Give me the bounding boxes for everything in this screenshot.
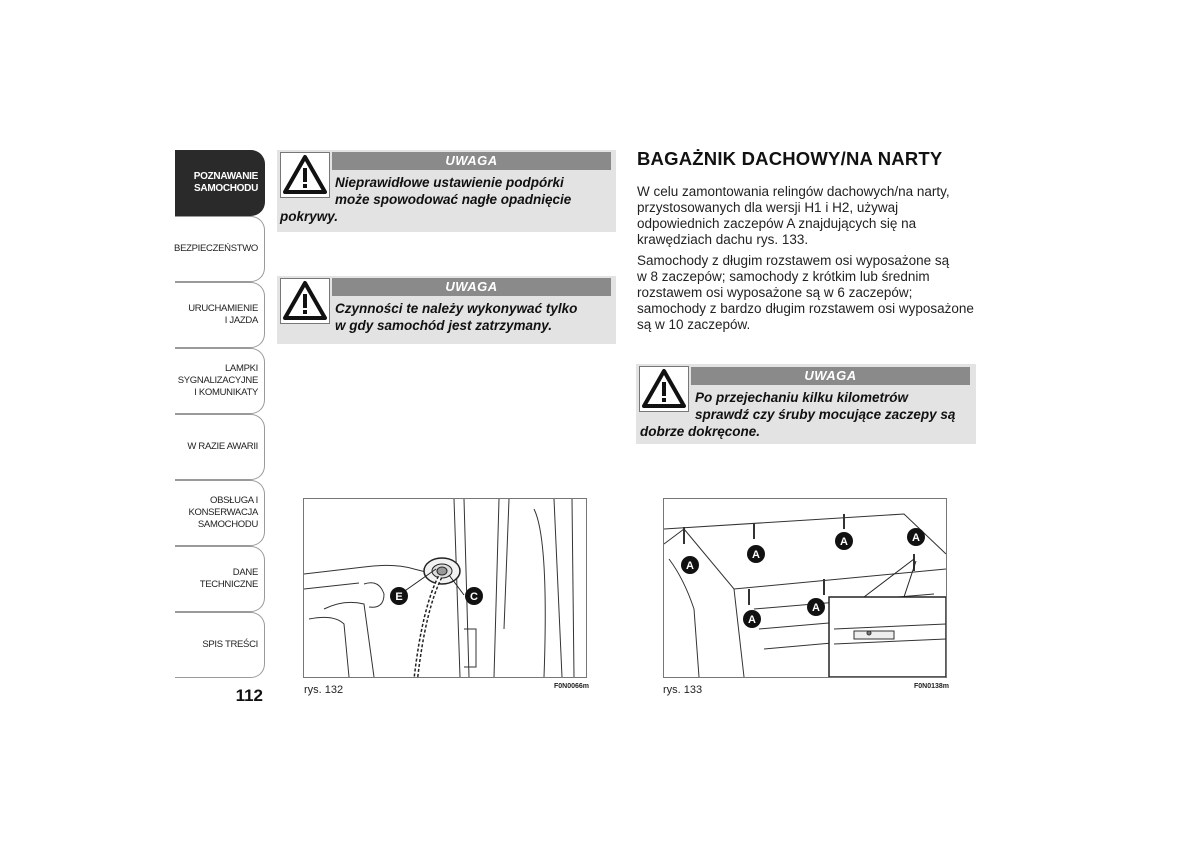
tab-label: SPIS TREŚCI xyxy=(202,639,258,650)
text-line: samochody z bardzo długim rozstawem osi wyposażone xyxy=(637,301,974,316)
figure-133-illustration xyxy=(664,499,946,677)
warning-line: pokrywy. xyxy=(280,209,339,224)
warning-line: Po przejechaniu kilku kilometrów xyxy=(695,390,909,405)
warning-text xyxy=(280,174,614,225)
warning-line: może spowodować nagłe opadnięcie xyxy=(335,192,572,207)
tab-uruchamienie-i-jazda[interactable] xyxy=(175,282,265,348)
tab-dane-techniczne[interactable] xyxy=(175,546,265,612)
figure-132-illustration xyxy=(304,499,586,677)
text-line: W celu zamontowania relingów dachowych/na narty, xyxy=(637,184,950,199)
figure-133 xyxy=(663,498,947,678)
warning-title-bar: UWAGA xyxy=(332,152,611,170)
tab-label: POZNAWANIE xyxy=(193,171,258,182)
tab-obsluga-i-konserwacja[interactable] xyxy=(175,480,265,546)
svg-text:A: A xyxy=(840,536,848,548)
warning-box-1 xyxy=(277,150,616,232)
tab-lampki-sygnalizacyjne[interactable] xyxy=(175,348,265,414)
text-line: Samochody z długim rozstawem osi wyposażone są xyxy=(637,253,950,268)
tab-label: BEZPIECZEŃSTWO xyxy=(174,243,258,254)
page-number: 112 xyxy=(235,686,263,705)
tab-label: I JAZDA xyxy=(224,315,258,326)
warning-line: Nieprawidłowe ustawienie podpórki xyxy=(335,175,564,190)
tab-label: SAMOCHODU xyxy=(194,183,258,194)
svg-text:C: C xyxy=(470,591,478,603)
svg-text:E: E xyxy=(395,591,403,603)
svg-text:A: A xyxy=(812,602,820,614)
text-line: są w 10 zaczepów. xyxy=(637,317,751,332)
tab-bezpieczenstwo[interactable] xyxy=(175,216,265,282)
warning-line: Czynności te należy wykonywać tylko xyxy=(335,301,578,316)
warning-title-bar: UWAGA xyxy=(332,278,611,296)
figure-132-caption: rys. 132 xyxy=(304,684,344,696)
tab-spis-tresci[interactable] xyxy=(175,612,265,678)
svg-text:A: A xyxy=(912,532,920,544)
figure-132 xyxy=(303,498,587,678)
figure-133-caption: rys. 133 xyxy=(663,684,703,696)
warning-line: dobrze dokręcone. xyxy=(640,424,761,439)
text-line: odpowiednich zaczepów A znajdujących się na xyxy=(637,216,917,231)
warning-line: sprawdź czy śruby mocujące zaczepy są xyxy=(695,407,956,422)
figure-132-code: F0N0066m xyxy=(554,683,590,690)
warning-box-3 xyxy=(636,364,976,444)
text-line: przystosowanych dla wersji H1 i H2, używaj xyxy=(637,200,899,215)
tab-label: OBSŁUGA I xyxy=(210,495,258,506)
text-line: rozstawem osi wyposażone są w 6 zaczepów; xyxy=(637,285,913,300)
tab-label: SYGNALIZACYJNE xyxy=(177,375,258,386)
paragraph-2 xyxy=(637,253,982,333)
tab-poznawanie-samochodu[interactable] xyxy=(175,150,265,216)
section-heading: BAGAŻNIK DACHOWY/NA NARTY xyxy=(637,148,943,169)
tab-label: URUCHAMIENIE xyxy=(188,303,258,314)
warning-box-2 xyxy=(277,276,616,344)
paragraph-1 xyxy=(637,184,982,248)
tab-label: W RAZIE AWARII xyxy=(187,441,258,452)
tab-w-razie-awarii[interactable] xyxy=(175,414,265,480)
tab-label: SAMOCHODU xyxy=(197,519,258,530)
svg-text:A: A xyxy=(686,560,694,572)
tab-label: KONSERWACJA xyxy=(188,507,258,518)
tab-label: DANE TECHNICZNE xyxy=(199,567,258,590)
figure-133-code: F0N0138m xyxy=(914,683,950,690)
warning-title-bar: UWAGA xyxy=(691,367,970,385)
warning-line: w gdy samochód jest zatrzymany. xyxy=(335,318,553,333)
svg-text:A: A xyxy=(752,549,760,561)
warning-text xyxy=(640,389,974,440)
svg-text:A: A xyxy=(748,614,756,626)
warning-text xyxy=(280,300,614,334)
text-line: krawędziach dachu rys. 133. xyxy=(637,232,809,247)
tab-label: LAMPKI xyxy=(224,363,258,374)
tab-label: I KOMUNIKATY xyxy=(194,387,258,398)
text-line: w 8 zaczepów; samochody z krótkim lub średnim xyxy=(637,269,930,284)
